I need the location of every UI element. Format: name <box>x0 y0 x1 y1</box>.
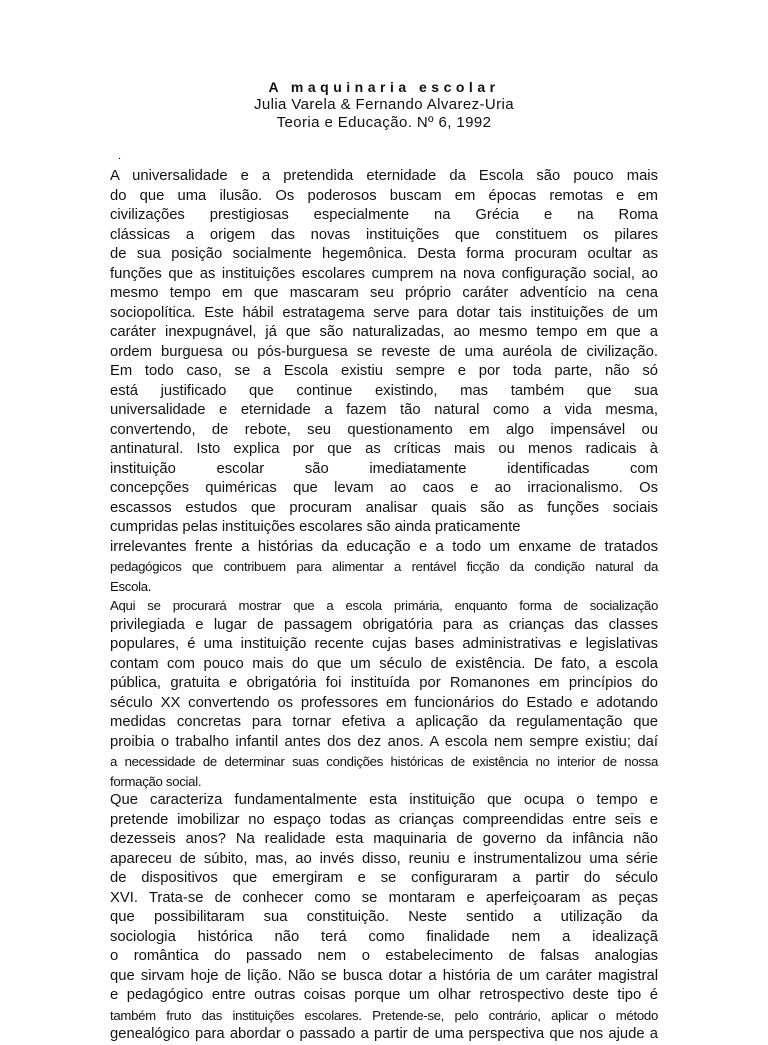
text-line: antinatural. Isto explica por que as críticas mais ou menos radicais à <box>110 441 658 457</box>
text-line: clássicas a origem das novas instituições que constituem os pilares <box>110 226 658 243</box>
text-line: o romântica do passado nem o estabelecimento de falsas analogias <box>110 948 658 964</box>
text-line: do que uma ilusão. Os poderosos buscam em épocas remotas e em <box>110 187 658 204</box>
stray-mark: . <box>118 150 122 162</box>
text-line: sociologia histórica não terá como finalidade nem a idealizaçã <box>110 928 658 945</box>
text-line: Em todo caso, se a Escola existiu sempre e por toda parte, não só <box>110 363 658 379</box>
text-line: de dispositivos que emergiram e se configuraram a partir do século <box>110 870 658 886</box>
text-line: formação social. <box>110 773 202 789</box>
text-line: universalidade e eternidade a fazem tão natural como a vida mesma, <box>110 402 658 418</box>
document-source: Teoria e Educação. Nº 6, 1992 <box>276 114 492 131</box>
text-line: convertendo, de rebote, seu questionamento em algo impensável ou <box>110 421 658 438</box>
text-line: civilizações prestigiosas especialmente na Grécia e na Roma <box>110 207 658 223</box>
text-line: cumpridas pelas instituições escolares são ainda praticamente <box>110 519 521 535</box>
text-line: contam com pouco mais do que um século de existência. De fato, a escola <box>110 655 658 672</box>
text-line: que possibilitaram sua constituição. Neste sentido a utilização da <box>110 909 658 925</box>
text-line: pedagógicos que contribuem para alimentar a rentável ficção da condição natural da <box>110 559 658 574</box>
text-line: medidas concretas para tornar efetiva a aplicação da regulamentação que <box>110 714 658 730</box>
text-line: que sirvam hoje de lição. Não se busca dotar a história de um caráter magistral <box>110 967 658 984</box>
text-line: irrelevantes frente a histórias da educação e a todo um enxame de tratados <box>110 538 658 555</box>
text-line: Escola. <box>110 578 152 594</box>
text-line: instituição escolar são imediatamente identificadas com <box>110 460 658 477</box>
text-line: concepções quiméricas que levam ao caos e ao irracionalismo. Os <box>110 480 658 496</box>
text-line: está justificado que continue existindo, mas também que sua <box>110 382 658 399</box>
text-line: de sua posição socialmente hegemônica. Desta forma procuram ocultar as <box>110 246 658 262</box>
text-line: século XX convertendo os professores em funcionários do Estado e adotando <box>110 694 658 711</box>
text-line: também fruto das instituições escolares. Pretende-se, pelo contrário, aplicar o método <box>110 1007 658 1023</box>
text-line: funções que as instituições escolares cumprem na nova configuração social, ao <box>110 265 658 282</box>
text-line: apareceu de súbito, mas, ao invés disso, reuniu e instrumentalizou uma série <box>110 850 658 867</box>
text-line: populares, é uma instituição recente cujas bases administrativas e legislativas <box>110 636 658 652</box>
text-line: Que caracteriza fundamentalmente esta instituição que ocupa o tempo e <box>110 792 658 808</box>
text-line: caráter inexpugnável, já que são naturalizadas, ao mesmo tempo em que a <box>110 324 658 340</box>
text-line: privilegiada e lugar de passagem obrigatória para as crianças das classes <box>110 616 658 633</box>
text-line: ordem burguesa ou pós-burguesa se reveste de uma auréola de civilização. <box>110 343 658 360</box>
text-line: escassos estudos que procuram analisar quais são as funções sociais <box>110 499 658 516</box>
text-line: dezesseis anos? Na realidade esta maquinaria de governo da infância não <box>110 831 658 847</box>
document-title: A maquinaria escolar <box>268 79 500 95</box>
text-line: sociopolítica. Este hábil estratagema serve para dotar tais instituições de um <box>110 304 658 321</box>
document-body <box>110 167 658 1045</box>
text-line: mesmo tempo em que mascaram seu próprio caráter adventício na cena <box>110 285 658 301</box>
text-line: a necessidade de determinar suas condições históricas de existência no interior de nossa <box>110 754 658 769</box>
document-authors: Julia Varela & Fernando Alvarez-Uria <box>253 96 515 113</box>
text-line: A universalidade e a pretendida eternidade da Escola são pouco mais <box>110 168 658 184</box>
text-line: genealógico para abordar o passado a partir de uma perspectiva que nos ajude a <box>110 1026 658 1042</box>
text-line: e pedagógico entre outras coisas porque um olhar retrospectivo deste tipo é <box>110 987 658 1003</box>
text-line: proibia o trabalho infantil antes dos dez anos. A escola nem sempre existiu; daí <box>110 733 658 750</box>
text-line: pretende imobilizar no espaço todas as crianças compreendidas entre seis e <box>110 811 658 828</box>
text-line: Aqui se procurará mostrar que a escola primária, enquanto forma de socialização <box>110 598 658 613</box>
document-header <box>0 78 768 132</box>
text-line: pública, gratuita e obrigatória foi instituída por Romanones em princípios do <box>110 675 658 691</box>
text-line: XVI. Trata-se de conhecer como se montaram e aperfeiçoaram as peças <box>110 889 658 906</box>
